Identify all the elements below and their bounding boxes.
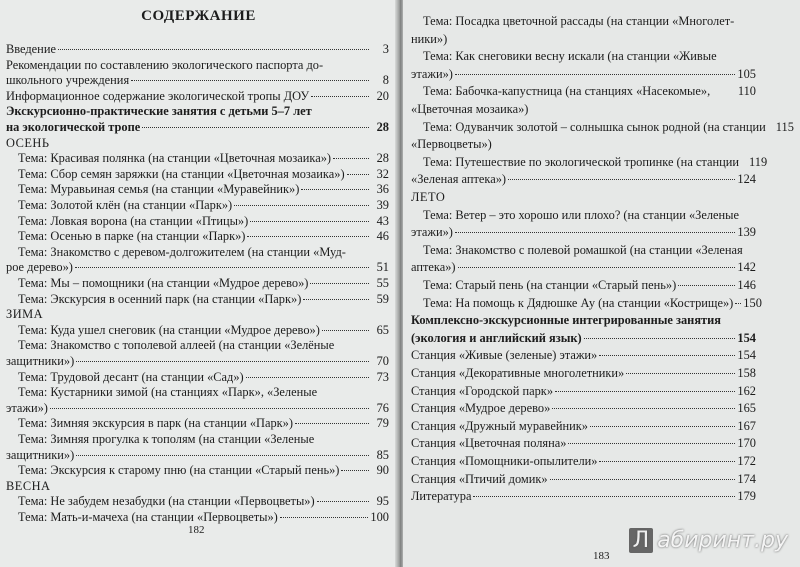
toc-page-number: 51 bbox=[376, 260, 389, 275]
toc-entry-title: «Цветочная мозаика») bbox=[411, 102, 529, 116]
toc-leader-dots bbox=[322, 330, 369, 331]
toc-page-number: 124 bbox=[737, 172, 756, 187]
toc-entry-title: Станция «Цветочная поляна» bbox=[411, 436, 567, 451]
toc-leader-dots bbox=[455, 74, 736, 75]
toc-leader-dots bbox=[550, 479, 736, 480]
toc-leader-dots bbox=[455, 232, 736, 233]
toc-entry-title: Тема: Мать-и-мачеха (на станции «Первоцветы») bbox=[18, 510, 278, 524]
toc-entry bbox=[6, 245, 389, 260]
toc-page-number: 167 bbox=[737, 418, 756, 433]
toc-page-number: 158 bbox=[737, 366, 756, 380]
toc-leader-dots bbox=[508, 179, 735, 180]
toc-entry bbox=[411, 102, 756, 117]
toc-entry-title: Тема: Ловкая ворона (на станции «Птицы») bbox=[18, 213, 249, 228]
toc-leader-dots bbox=[76, 361, 369, 362]
toc-entry bbox=[6, 151, 389, 166]
toc-page-number: 110 bbox=[737, 84, 756, 99]
watermark-text: абиринт.ру bbox=[657, 528, 788, 553]
toc-leader-dots bbox=[58, 49, 369, 50]
toc-entry-title: Станция «Мудрое дерево» bbox=[411, 401, 551, 416]
toc-page-number: 162 bbox=[737, 383, 756, 398]
toc-leader-dots bbox=[310, 283, 369, 284]
toc-page-number: 55 bbox=[376, 276, 389, 290]
toc-leader-dots bbox=[599, 355, 735, 356]
labirint-watermark bbox=[629, 528, 788, 553]
toc-entry bbox=[6, 307, 389, 322]
toc-entry bbox=[411, 208, 756, 223]
toc-entry-title: Литература bbox=[411, 489, 472, 504]
toc-page-number: 174 bbox=[737, 471, 756, 486]
toc-page-number: 70 bbox=[376, 354, 389, 368]
toc-entry-title: этажи») bbox=[6, 400, 48, 415]
toc-entry-title: Тема: Золотой клён (на станции «Парк») bbox=[18, 198, 233, 212]
toc-page-number: 43 bbox=[376, 213, 389, 228]
toc-leader-dots bbox=[131, 80, 369, 81]
toc-section-title: ЛЕТО bbox=[411, 190, 446, 204]
toc-entry bbox=[6, 198, 389, 213]
toc-page-number: 3 bbox=[382, 42, 389, 56]
toc-entry bbox=[411, 67, 756, 82]
toc-entry bbox=[6, 401, 389, 416]
toc-entry-title: Тема: Ветер – это хорошо или плохо? (на станции «Зеленые bbox=[423, 207, 740, 222]
toc-section-title: ОСЕНЬ bbox=[6, 135, 50, 150]
toc-entry-title: Тема: На помощь к Дядюшке Ау (на станции «Кострище») bbox=[423, 295, 734, 310]
toc-entry bbox=[6, 510, 389, 525]
toc-leader-dots bbox=[555, 391, 735, 392]
toc-page-number: 90 bbox=[376, 463, 389, 478]
toc-leader-dots bbox=[626, 373, 735, 374]
toc-leader-dots bbox=[599, 461, 735, 462]
toc-entry-title: рое дерево») bbox=[6, 260, 73, 275]
toc-entry-title: аптека») bbox=[411, 260, 456, 275]
toc-entry bbox=[411, 243, 756, 258]
toc-entry-title: Экскурсионно-практические занятия с детьми 5–7 лет bbox=[6, 104, 312, 119]
toc-page-number: 32 bbox=[376, 166, 389, 181]
toc-entry-title: «Первоцветы») bbox=[411, 137, 492, 152]
toc-leader-dots bbox=[76, 455, 369, 456]
toc-entry-title: Тема: Знакомство с тополевой аллеей (на станции «Зелёные bbox=[18, 338, 335, 353]
toc-entry bbox=[411, 172, 756, 187]
toc-entry-title: этажи») bbox=[411, 225, 453, 240]
toc-entry-title: Тема: Мы – помощники (на станции «Мудрое дерево») bbox=[18, 276, 309, 290]
toc-page-number: 85 bbox=[376, 447, 389, 462]
toc-entry-title: Тема: Не забудем незабудки (на станции «Первоцветы») bbox=[18, 494, 315, 509]
toc-entry bbox=[411, 401, 756, 416]
toc-entry bbox=[6, 479, 389, 494]
toc-page-number: 59 bbox=[376, 291, 389, 306]
toc-entry-title: Тема: Как снеговики весну искали (на станции «Живые bbox=[423, 49, 717, 64]
toc-entry bbox=[411, 225, 756, 240]
toc-entry bbox=[411, 154, 768, 170]
toc-entry-title: Тема: Посадка цветочной рассады (на станции «Многолет- bbox=[423, 14, 735, 28]
toc-page-number: 146 bbox=[737, 278, 756, 292]
toc-entry bbox=[6, 385, 389, 400]
toc-page-number: 20 bbox=[376, 88, 389, 103]
toc-entry bbox=[6, 73, 389, 88]
toc-entry bbox=[6, 338, 389, 353]
toc-leader-dots bbox=[458, 267, 736, 268]
toc-leader-dots bbox=[473, 496, 735, 497]
toc-entry-title: Тема: Зимняя прогулка к тополям (на станции «Зеленые bbox=[18, 432, 315, 446]
toc-page-number: 165 bbox=[737, 401, 756, 416]
toc-leader-dots bbox=[584, 338, 736, 339]
toc-leader-dots bbox=[75, 267, 369, 268]
toc-entry bbox=[6, 354, 389, 369]
toc-entry-title: ники») bbox=[411, 31, 448, 46]
toc-page-number: 119 bbox=[749, 154, 768, 169]
toc-entry bbox=[411, 419, 756, 434]
toc-entry-title: Станция «Живые (зеленые) этажи» bbox=[411, 348, 598, 363]
toc-entry-title: Тема: Знакомство с деревом-долгожителем (на станции «Муд- bbox=[18, 244, 346, 259]
toc-entry bbox=[6, 120, 389, 135]
contents-heading: СОДЕРЖАНИЕ bbox=[141, 8, 256, 24]
toc-entry bbox=[6, 214, 389, 229]
toc-entry bbox=[411, 489, 756, 504]
toc-entry bbox=[411, 313, 756, 328]
toc-entry-title: Тема: Зимняя экскурсия в парк (на станции «Парк») bbox=[18, 416, 294, 431]
toc-leader-dots bbox=[246, 377, 369, 378]
toc-entry-title: Рекомендации по составлению экологического паспорта до- bbox=[6, 57, 324, 72]
toc-entry-title: Станция «Дружный муравейник» bbox=[411, 418, 588, 433]
toc-entry bbox=[411, 436, 756, 451]
toc-section-title: ВЕСНА bbox=[6, 478, 51, 493]
toc-leader-dots bbox=[347, 174, 369, 175]
toc-entry-title: Тема: Кустарники зимой (на станциях «Парк», «Зеленые bbox=[18, 385, 318, 400]
toc-entry bbox=[6, 182, 389, 197]
toc-page-number: 115 bbox=[775, 119, 794, 134]
toc-page-number: 28 bbox=[376, 151, 389, 166]
toc-entry-title: Станция «Декоративные многолетники» bbox=[411, 366, 625, 380]
toc-page-number: 46 bbox=[376, 229, 389, 244]
toc-page-number: 172 bbox=[737, 454, 756, 468]
toc-page-number: 154 bbox=[737, 348, 756, 363]
toc-entry-title: «Зеленая аптека») bbox=[411, 172, 507, 187]
toc-page-number: 39 bbox=[376, 198, 389, 212]
toc-entry-title: Тема: Красивая полянка (на станции «Цветочная мозаика») bbox=[18, 151, 332, 166]
toc-leader-dots bbox=[678, 285, 735, 286]
toc-entry-title: школьного учреждения bbox=[6, 73, 130, 88]
toc-leader-dots bbox=[280, 517, 369, 518]
toc-entry-title: Станция «Городской парк» bbox=[411, 383, 554, 398]
toc-page-number: 150 bbox=[743, 295, 762, 310]
toc-page-number: 154 bbox=[737, 330, 756, 345]
toc-entry-title: Станция «Птичий домик» bbox=[411, 471, 548, 486]
toc-leader-dots bbox=[247, 236, 369, 237]
toc-page-number: 139 bbox=[737, 225, 756, 240]
toc-entry bbox=[411, 472, 756, 487]
toc-entry-title: этажи») bbox=[411, 66, 453, 81]
toc-leader-dots bbox=[590, 426, 735, 427]
toc-entry bbox=[6, 58, 389, 73]
toc-leader-dots bbox=[333, 158, 369, 159]
toc-entry-title: защитники») bbox=[6, 447, 75, 462]
toc-entry bbox=[411, 84, 756, 99]
toc-entry-title: Тема: Одуванчик золотой – солнышка сынок родной (на станции bbox=[423, 119, 766, 134]
toc-page-number: 36 bbox=[376, 182, 389, 197]
toc-leader-dots bbox=[295, 423, 369, 424]
toc-entry-title: Тема: Знакомство с полевой ромашкой (на станции «Зеленая bbox=[423, 242, 743, 257]
toc-entry bbox=[411, 14, 756, 29]
toc-entry bbox=[6, 448, 389, 463]
toc-entry bbox=[6, 463, 389, 478]
toc-page-number: 28 bbox=[376, 120, 389, 134]
toc-entry-title: Тема: Куда ушел снеговик (на станции «Мудрое дерево») bbox=[18, 322, 320, 337]
toc-leader-dots bbox=[301, 189, 369, 190]
toc-leader-dots bbox=[735, 303, 741, 304]
toc-leader-dots bbox=[317, 501, 369, 502]
toc-entry-title: Тема: Осенью в парке (на станции «Парк») bbox=[18, 229, 246, 244]
toc-entry-title: Станция «Помощники-опылители» bbox=[411, 454, 598, 468]
toc-entry bbox=[6, 104, 389, 119]
toc-leader-dots bbox=[311, 96, 369, 97]
toc-page-number: 65 bbox=[376, 322, 389, 337]
right-page-number: 183 bbox=[593, 550, 610, 562]
toc-page-number: 73 bbox=[376, 369, 389, 384]
toc-entry-title: Тема: Экскурсия к старому пню (на станции «Старый пень») bbox=[18, 463, 340, 478]
toc-entry bbox=[6, 229, 389, 244]
toc-entry-title: Введение bbox=[6, 42, 56, 56]
toc-entry bbox=[6, 89, 389, 104]
left-page bbox=[0, 0, 397, 567]
toc-page-number: 170 bbox=[737, 436, 756, 451]
toc-page-number: 105 bbox=[737, 66, 756, 81]
toc-entry bbox=[411, 119, 794, 135]
toc-leader-dots bbox=[250, 221, 369, 222]
toc-entry bbox=[6, 167, 389, 182]
toc-entry bbox=[411, 295, 762, 311]
toc-entry bbox=[411, 32, 756, 47]
toc-entry-title: на экологической тропе bbox=[6, 120, 141, 134]
toc-entry bbox=[6, 370, 389, 385]
toc-entry bbox=[411, 49, 756, 64]
toc-page-number: 142 bbox=[737, 260, 756, 275]
toc-leader-dots bbox=[552, 408, 735, 409]
toc-leader-dots bbox=[568, 443, 735, 444]
toc-entry-title: Тема: Сбор семян заряжки (на станции «Цветочная мозаика») bbox=[18, 166, 345, 181]
toc-entry bbox=[6, 136, 389, 151]
toc-entry bbox=[6, 260, 389, 275]
toc-entry bbox=[411, 454, 756, 469]
toc-entry bbox=[411, 278, 756, 293]
toc-page-number: 95 bbox=[376, 494, 389, 509]
toc-entry bbox=[411, 260, 756, 275]
toc-leader-dots bbox=[234, 205, 369, 206]
toc-entry-title: Тема: Бабочка-капустница (на станциях «Насекомые», bbox=[423, 84, 711, 99]
toc-entry-title: (экология и английский язык) bbox=[411, 330, 582, 345]
toc-entry bbox=[411, 137, 756, 152]
toc-entry bbox=[411, 366, 756, 381]
watermark-logo: Л bbox=[629, 528, 654, 553]
toc-entry bbox=[411, 348, 756, 363]
toc-leader-dots bbox=[303, 299, 369, 300]
toc-entry bbox=[6, 42, 389, 57]
toc-leader-dots bbox=[50, 408, 369, 409]
right-page bbox=[403, 0, 800, 567]
toc-page-number: 179 bbox=[737, 489, 756, 504]
toc-entry bbox=[411, 384, 756, 399]
toc-page-number: 76 bbox=[376, 400, 389, 415]
toc-entry-title: Тема: Экскурсия в осенний парк (на станции «Парк») bbox=[18, 291, 302, 306]
toc-entry bbox=[6, 432, 389, 447]
toc-entry-title: Тема: Трудовой десант (на станции «Сад») bbox=[18, 369, 244, 384]
toc-entry-title: Информационное содержание экологической тропы ДОУ bbox=[6, 88, 310, 103]
toc-leader-dots bbox=[142, 127, 369, 128]
toc-entry bbox=[6, 494, 389, 509]
toc-page-number: 79 bbox=[376, 416, 389, 431]
toc-entry bbox=[6, 276, 389, 291]
toc-entry-title: Тема: Путешествие по экологической тропинке (на станции bbox=[423, 154, 740, 169]
toc-page-number: 8 bbox=[382, 73, 389, 88]
toc-entry bbox=[6, 323, 389, 338]
left-page-number: 182 bbox=[188, 524, 205, 536]
toc-entry bbox=[6, 416, 389, 431]
toc-page-number: 100 bbox=[370, 510, 389, 524]
toc-section-title: ЗИМА bbox=[6, 307, 44, 322]
toc-entry bbox=[6, 292, 389, 307]
toc-entry-title: Комплексно-экскурсионные интегрированные занятия bbox=[411, 313, 721, 328]
toc-entry bbox=[411, 190, 756, 205]
toc-entry-title: защитники») bbox=[6, 354, 75, 368]
toc-entry-title: Тема: Муравьиная семья (на станции «Муравейник») bbox=[18, 182, 300, 197]
toc-entry-title: Тема: Старый пень (на станции «Старый пень») bbox=[423, 278, 677, 292]
toc-entry bbox=[411, 331, 756, 346]
toc-leader-dots bbox=[341, 470, 369, 471]
